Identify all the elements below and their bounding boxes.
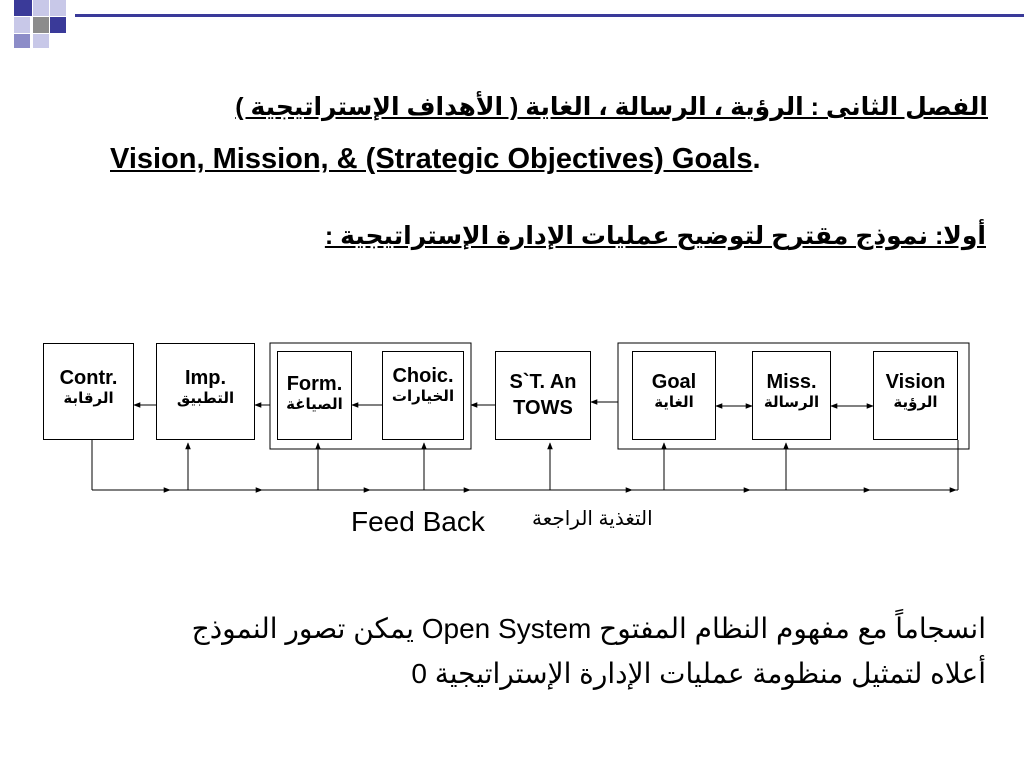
box-control-en: Contr. [59,367,118,389]
subtitle-arabic: أولا: نموذج مقترح لتوضيح عمليات الإدارة الإستراتيجية : [324,222,986,250]
box-formulation [277,351,352,440]
box-control-ar: الرقابة [63,390,114,407]
title-english-suffix: . [752,143,761,175]
box-implementation [156,343,255,440]
box-vision-en: Vision [885,371,946,393]
box-vision-ar: الرؤية [893,394,938,411]
feedback-label-ar: التغذية الراجعة [532,508,653,530]
box-formulation-en: Form. [286,373,343,395]
box-mission-ar: الرسالة [763,394,820,411]
bottom-line1-part2: يمكن تصور النموذج [191,613,414,644]
box-control [43,343,134,440]
box-mission-en: Miss. [766,371,817,393]
title-arabic: الفصل الثانى : الرؤية ، الرسالة ، الغاية ( الأهداف الإستراتيجية ) [235,93,988,121]
feedback-label-en: Feed Back [351,506,485,537]
bottom-line1-open-system: Open System [421,613,592,644]
box-vision [873,351,958,440]
box-implementation-ar: التطبيق [176,390,235,407]
box-implementation-en: Imp. [184,367,227,389]
box-formulation-ar: الصياغة [286,396,343,413]
box-goal-ar: الغاية [654,394,694,411]
box-situation-analysis [495,351,591,440]
bottom-paragraph [26,606,986,696]
box-mission [752,351,831,440]
bottom-line1-part1: انسجاماً مع مفهوم النظام المفتوح [599,613,986,644]
box-situation-analysis-en: S`T. An [509,371,577,393]
box-goal-en: Goal [651,371,697,393]
box-choices [382,351,464,440]
title-english-text: Vision, Mission, & (Strategic Objectives) Goals [110,143,753,175]
box-situation-analysis-tows: TOWS [513,397,573,419]
bottom-line2: أعلاه لتمثيل منظومة عمليات الإدارة الإستراتيجية 0 [411,658,986,689]
box-goal [632,351,716,440]
box-choices-en: Choic. [392,365,454,387]
box-choices-ar: الخيارات [391,388,455,405]
